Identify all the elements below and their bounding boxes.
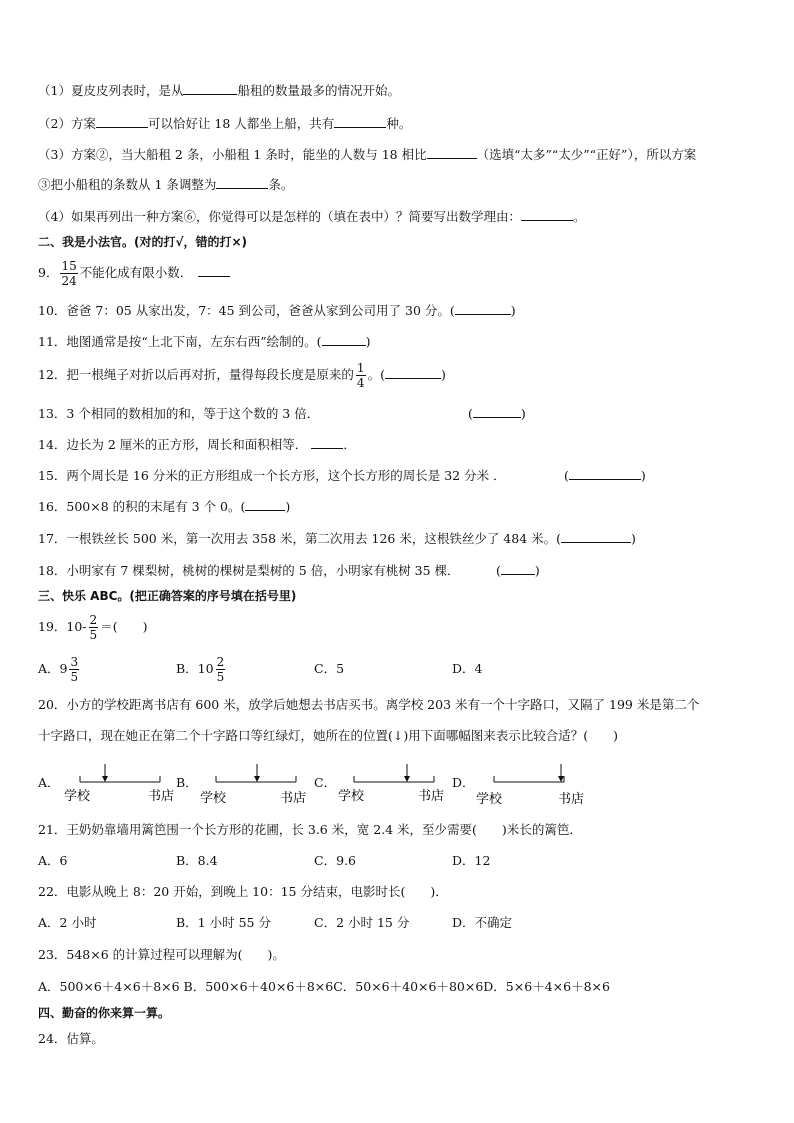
text: )	[285, 499, 291, 514]
section-title: 二、我是小法官。(对的打√，错的打×)	[38, 235, 248, 249]
school-label: 学校	[476, 792, 503, 807]
option-b[interactable]: B．8.4	[176, 853, 218, 868]
option-c[interactable]: C．5	[314, 661, 345, 676]
fraction	[89, 613, 99, 642]
answer-blank[interactable]	[473, 405, 521, 418]
route-diagram-d	[472, 760, 602, 810]
option-b-label[interactable]: B．	[176, 775, 198, 790]
question-9	[38, 254, 230, 292]
answer-blank[interactable]	[245, 498, 285, 511]
question-23-options[interactable]: A．500×6＋4×6＋8×6 B．500×6＋40×6＋8×6C．50×6＋40×6＋80×6D．5×6＋4×6＋8×6	[38, 979, 610, 994]
fraction	[216, 655, 226, 684]
answer-blank[interactable]	[322, 333, 366, 346]
question-21: 21．王奶奶靠墙用篱笆围一个长方形的花圃，长 3.6 米，宽 2.4 米，至少需要( )米长的篱笆．	[38, 822, 582, 837]
answer-blank[interactable]	[183, 82, 237, 95]
answer-paren	[564, 467, 646, 485]
school-label: 学校	[200, 791, 227, 806]
question-19	[38, 608, 147, 646]
option-a-label[interactable]: A．	[38, 775, 60, 790]
text: （3）方案②，当大船租 2 条，小船租 1 条时，能坐的人数与 18 相比	[38, 147, 427, 162]
route-diagram-b	[196, 760, 316, 808]
option-a[interactable]: A．2 小时	[38, 915, 97, 930]
question-part-1	[38, 82, 400, 100]
question-part-4	[38, 208, 585, 226]
text: 11．地图通常是按“上北下南，左东右西”绘制的。(	[38, 334, 322, 349]
text: ③把小船租的条数从 1 条调整为	[38, 177, 217, 192]
question-22: 22．电影从晚上 8：20 开始，到晚上 10：15 分结束，电影时长( )．	[38, 884, 448, 899]
question-20-line-1: 20．小方的学校距离书店有 600 米，放学后她想去书店买书。离学校 203 米有一个十字路口，又隔了 199 米是第二个	[38, 697, 700, 712]
question-24: 24．估算。	[38, 1031, 104, 1046]
text: 14．边长为 2 厘米的正方形，周长和面积相等．	[38, 437, 308, 452]
arrow-head	[404, 776, 410, 782]
answer-blank[interactable]	[385, 366, 441, 379]
question-23: 23．548×6 的计算过程可以理解为( )。	[38, 947, 285, 962]
text: （1）夏皮皮列表时，是从	[38, 83, 184, 98]
text: 10．爸爸 7：05 从家出发，7：45 到公司，爸爸从家到公司用了 30 分。(	[38, 303, 455, 318]
question-13	[38, 405, 319, 423]
denominator: 5	[89, 628, 98, 642]
answer-blank[interactable]	[427, 146, 477, 159]
option-d[interactable]: D．12	[452, 853, 491, 868]
school-label: 学校	[338, 789, 365, 804]
text: )	[510, 303, 516, 318]
question-20-line-2: 十字路口，现在她正在第二个十字路口等红绿灯，她所在的位置(↓)用下面哪幅图来表示比较合适？( )	[38, 728, 618, 743]
question-10	[38, 302, 516, 320]
text: 17．一根铁丝长 500 米，第一次用去 358 米，第二次用去 126 米，这根铁丝少了 484 米。(	[38, 531, 562, 546]
denominator: 5	[216, 670, 225, 684]
text: (	[496, 563, 501, 578]
option-label: A．9	[38, 661, 68, 676]
route-diagram-c	[334, 760, 454, 808]
answer-blank[interactable]	[216, 176, 268, 189]
arrow-head	[254, 776, 260, 782]
numerator: 2	[89, 613, 98, 627]
numerator: 1	[356, 361, 365, 375]
question-number: 9．	[38, 265, 59, 280]
answer-blank[interactable]	[96, 115, 148, 128]
bookstore-label: 书店	[558, 792, 585, 807]
text: 船租的数量最多的情况开始。	[237, 83, 400, 98]
answer-paren	[496, 562, 540, 580]
fraction	[69, 655, 79, 684]
numerator: 3	[70, 655, 79, 669]
text: )	[534, 563, 540, 578]
option-c[interactable]: C．9.6	[314, 853, 356, 868]
bookstore-label: 书店	[148, 789, 175, 804]
text: 12．把一根绳子对折以后再对折，量得每段长度是原来的	[38, 367, 354, 382]
denominator: 24	[61, 274, 77, 288]
arrow-head	[102, 776, 108, 782]
denominator: 5	[70, 670, 79, 684]
text: 。(	[367, 367, 385, 382]
text: 16．500×8 的积的末尾有 3 个 0。(	[38, 499, 246, 514]
text: （2）方案	[38, 116, 96, 131]
numerator: 15	[61, 259, 77, 273]
text: 不能化成有限小数．	[79, 265, 193, 280]
option-label: B．10	[176, 661, 214, 676]
text: 15．两个周长是 16 分米的正方形组成一个长方形，这个长方形的周长是 32 分米 ．	[38, 468, 506, 483]
question-18	[38, 562, 460, 580]
text: (	[564, 468, 569, 483]
text: 18．小明家有 7 棵梨树，桃树的棵树是梨树的 5 倍，小明家有桃树 35 棵．	[38, 563, 460, 578]
arrow-head	[558, 776, 564, 782]
question-11	[38, 333, 370, 351]
text: 13．3 个相同的数相加的和，等于这个数的 3 倍．	[38, 406, 320, 421]
fraction	[356, 361, 366, 390]
option-b[interactable]: B．1 小时 55 分	[176, 915, 271, 930]
answer-blank[interactable]	[198, 264, 230, 277]
answer-blank[interactable]	[569, 467, 641, 480]
section-title: 三、快乐 ABC。(把正确答案的序号填在括号里)	[38, 589, 297, 603]
text: )	[631, 531, 636, 546]
text: 种。	[386, 116, 412, 131]
numerator: 2	[216, 655, 225, 669]
option-d[interactable]: D．4	[452, 661, 483, 676]
text: 19．10-	[38, 619, 87, 634]
question-15	[38, 467, 506, 485]
text: 可以恰好让 18 人都坐上船，共有	[147, 116, 335, 131]
option-c-label[interactable]: C．	[314, 775, 337, 790]
text: )	[520, 406, 526, 421]
text: )	[365, 334, 371, 349]
school-label: 学校	[64, 789, 91, 804]
text: 条。	[268, 177, 294, 192]
answer-paren	[468, 405, 526, 423]
text: 。	[572, 209, 586, 224]
option-d-label[interactable]: D．	[452, 775, 475, 790]
answer-blank[interactable]	[561, 530, 631, 543]
option-d[interactable]: D．不确定	[452, 915, 513, 930]
section-title: 四、勤奋的你来算一算。	[38, 1006, 171, 1020]
option-b[interactable]	[176, 650, 227, 688]
option-c[interactable]: C．2 小时 15 分	[314, 915, 410, 930]
answer-blank[interactable]	[501, 562, 535, 575]
text: (	[468, 406, 473, 421]
question-part-2	[38, 115, 411, 133]
fraction	[60, 259, 77, 288]
question-12	[38, 356, 446, 394]
answer-blank[interactable]	[455, 302, 511, 315]
option-a[interactable]: A．6	[38, 853, 68, 868]
denominator: 4	[356, 376, 365, 390]
text: ．	[343, 437, 356, 452]
route-diagram-a	[60, 760, 180, 808]
question-14	[38, 436, 356, 454]
option-a[interactable]	[38, 650, 81, 688]
answer-blank[interactable]	[521, 208, 573, 221]
text: )	[640, 468, 646, 483]
text: （选填“太多”“太少”“正好”），所以方案	[476, 147, 697, 162]
answer-blank[interactable]	[334, 115, 386, 128]
text: )	[440, 367, 446, 382]
text: ＝( )	[100, 619, 148, 634]
bookstore-label: 书店	[418, 789, 445, 804]
question-part-3-cont	[38, 176, 293, 194]
text: （4）如果再列出一种方案⑥，你觉得可以是怎样的（填在表中）？简要写出数学理由：	[38, 209, 521, 224]
answer-blank[interactable]	[311, 436, 343, 449]
question-16	[38, 498, 290, 516]
question-part-3	[38, 146, 696, 164]
question-17	[38, 530, 636, 548]
bookstore-label: 书店	[280, 791, 307, 806]
